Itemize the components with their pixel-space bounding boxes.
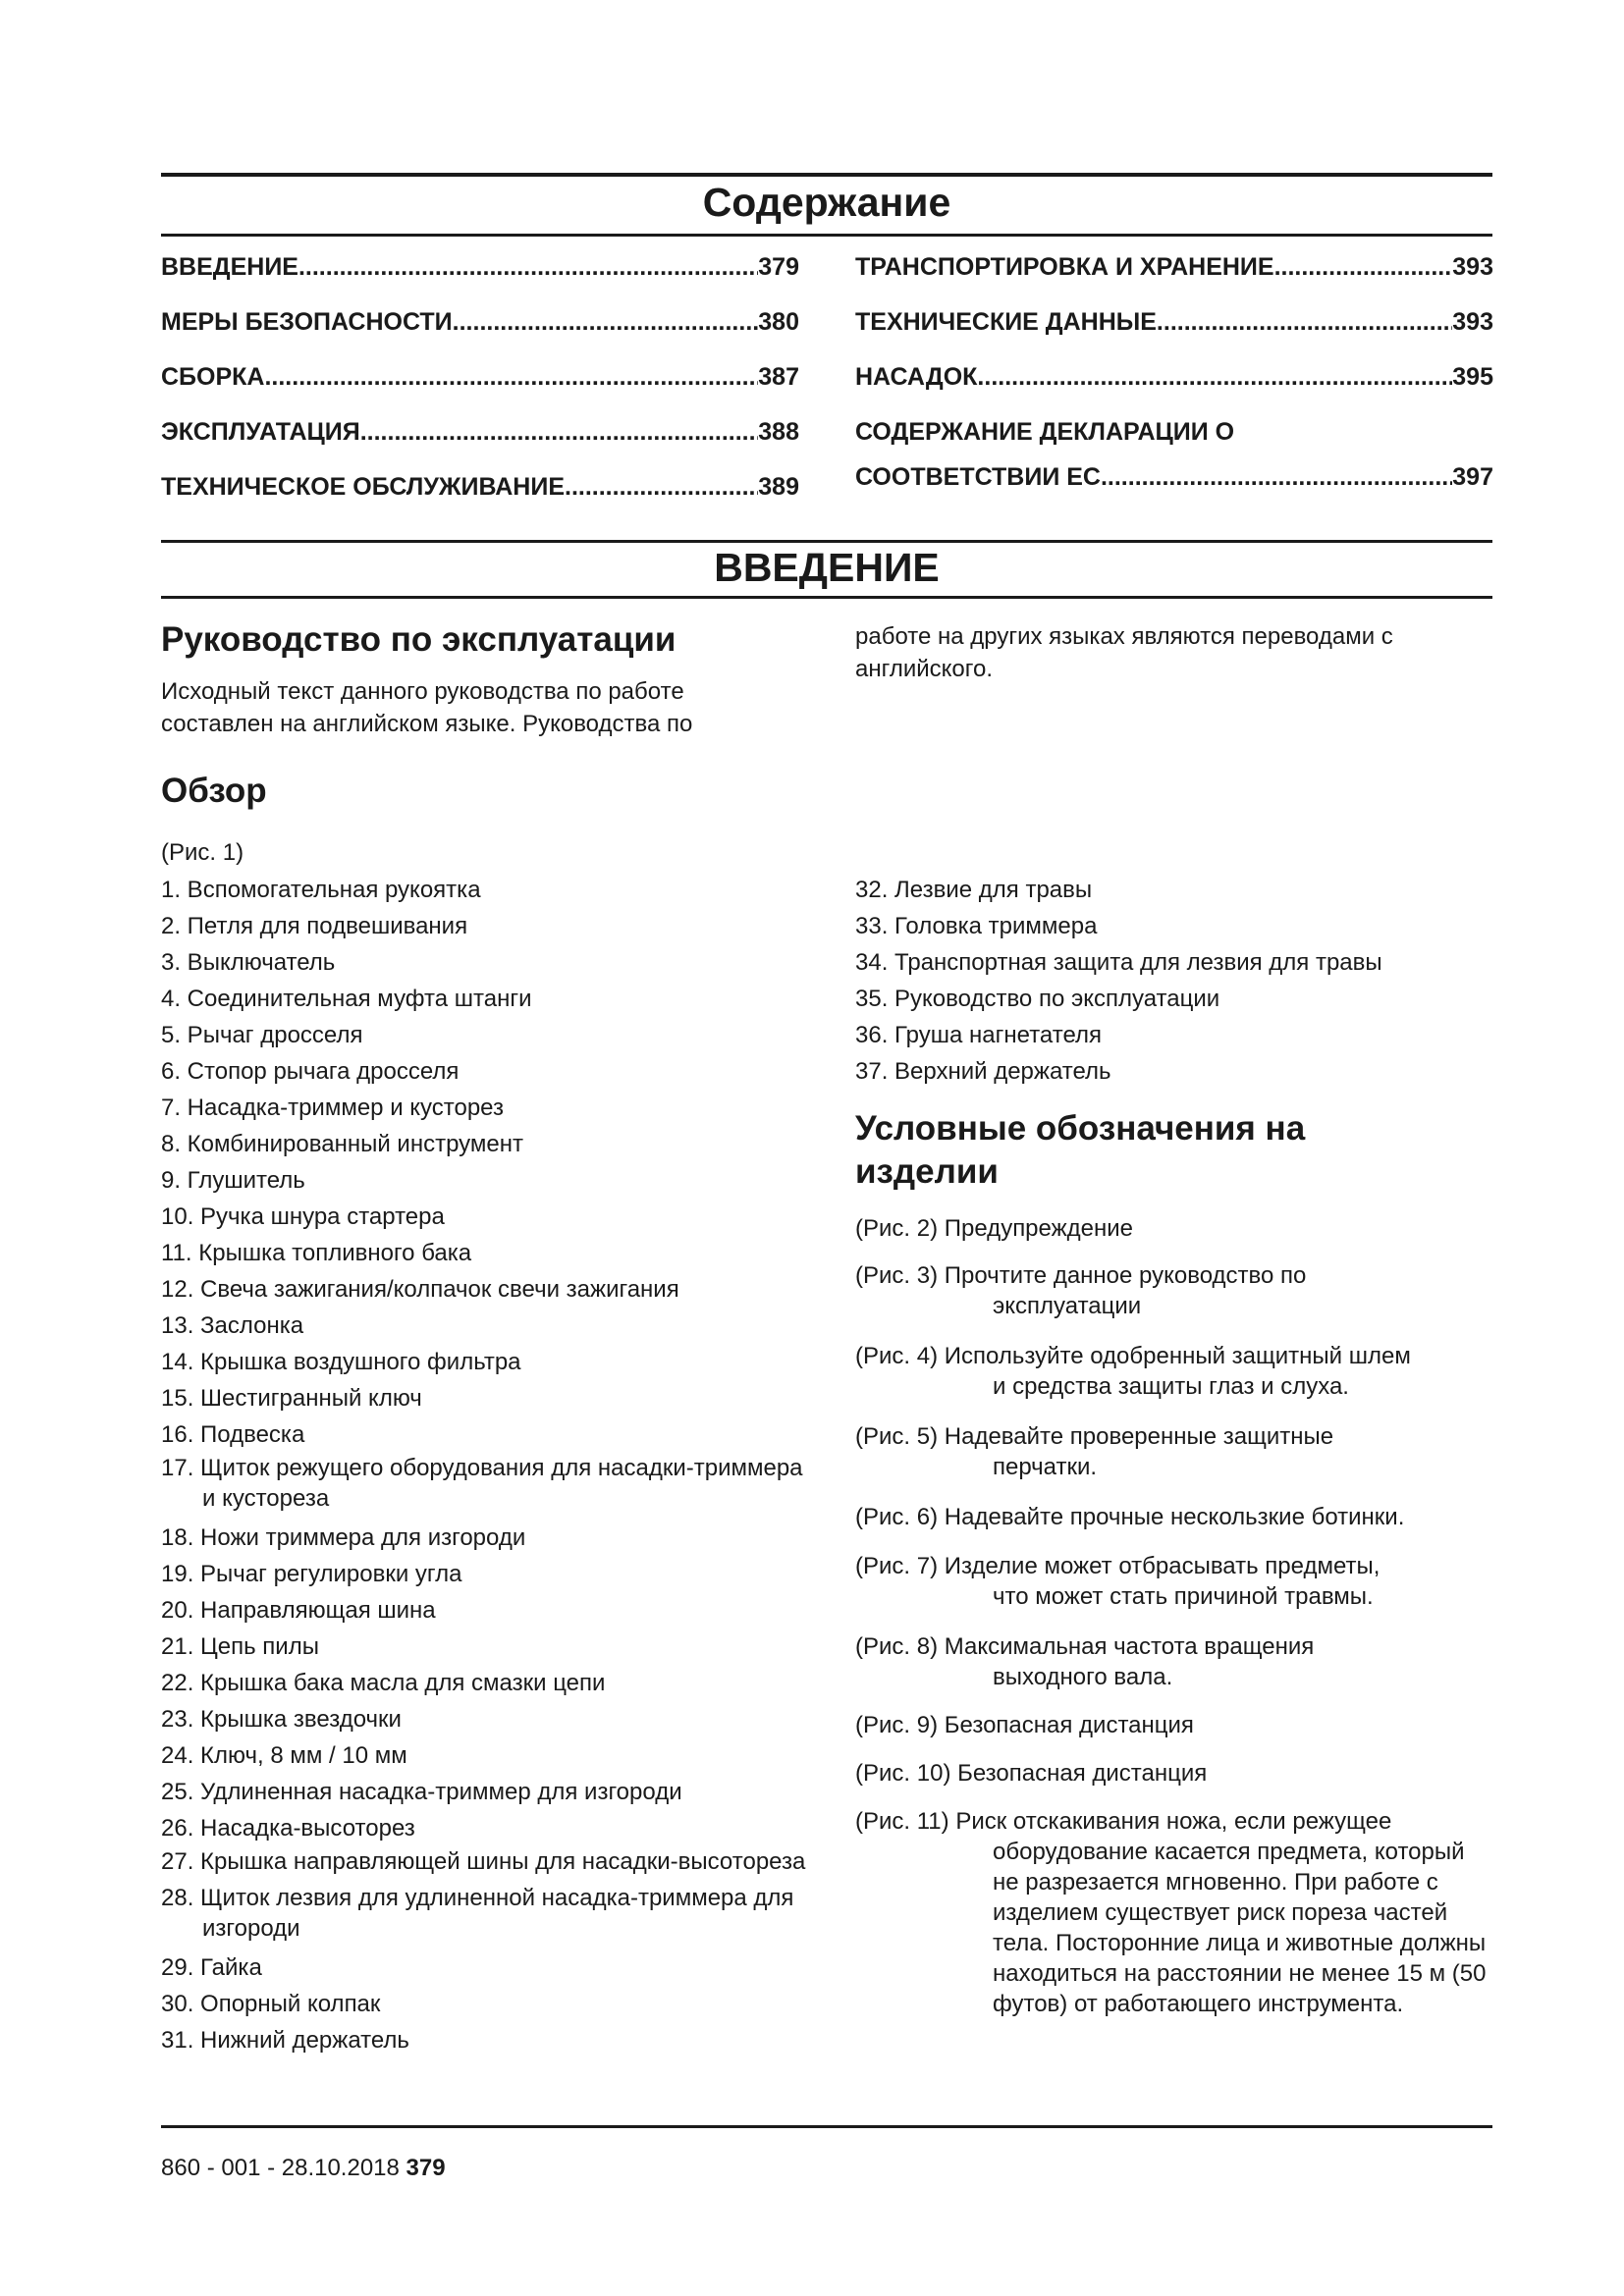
top-rule — [161, 173, 1492, 177]
list-item: 13. Заслонка — [161, 1312, 304, 1339]
list-item: 3. Выключатель — [161, 949, 336, 976]
list-item: 27. Крышка направляющей шины для насадки-высотореза — [161, 1848, 806, 1875]
list-item: 11. Крышка топливного бака — [161, 1240, 472, 1266]
list-item: 24. Ключ, 8 мм / 10 мм — [161, 1742, 407, 1769]
symbol-entry: (Рис. 4) Используйте одобренный защитный шлем и средства защиты глаз и слуха. — [855, 1343, 1411, 1400]
footer-rule — [161, 2125, 1492, 2128]
symbol-entry: (Рис. 2) Предупреждение — [855, 1215, 1134, 1242]
symbols-list — [855, 1213, 1493, 2067]
list-item: 7. Насадка-триммер и кусторез — [161, 1095, 505, 1121]
list-item: 32. Лезвие для травы — [855, 877, 1093, 903]
symbol-entry: (Рис. 10) Безопасная дистанция — [855, 1760, 1208, 1787]
symbol-entry: (Рис. 11) Риск отскакивания ножа, если режущее оборудование касается предмета, который не разрезается мгновенно. При работе с изделием существует риск пореза частей тела. Посторонние лица и животные должны находиться на расстоянии не менее 15 м (50 футов) от работающего инструмента. — [855, 1808, 1487, 2017]
list-item: 26. Насадка-высоторез — [161, 1815, 415, 1842]
list-item: 9. Глушитель — [161, 1167, 305, 1194]
list-item: 8. Комбинированный инструмент — [161, 1131, 523, 1157]
toc-entry[interactable]: ВВЕДЕНИЕ ..... 379 — [161, 253, 799, 282]
toc-entry[interactable]: ЭКСПЛУАТАЦИЯ ..... 388 — [161, 418, 799, 447]
manual-text-right: работе на других языках являются переводами с английского. — [855, 623, 1393, 682]
page-number: 379 — [406, 2155, 446, 2181]
toc-title: Содержание — [702, 180, 951, 225]
manual-text-left: Исходный текст данного руководства по работе составлен на английском языке. Руководства по — [161, 678, 693, 737]
list-item: 15. Шестигранный ключ — [161, 1385, 422, 1412]
toc-entry[interactable]: МЕРЫ БЕЗОПАСНОСТИ ..... 380 — [161, 308, 799, 337]
symbol-entry: (Рис. 6) Надевайте прочные нескользкие ботинки. — [855, 1504, 1405, 1530]
list-item: 35. Руководство по эксплуатации — [855, 986, 1220, 1012]
toc-entry[interactable]: ТЕХНИЧЕСКОЕ ОБСЛУЖИВАНИЕ ..... 389 — [161, 473, 799, 502]
list-item: 10. Ручка шнура стартера — [161, 1203, 445, 1230]
list-item: 21. Цепь пилы — [161, 1633, 319, 1660]
toc-entry[interactable]: ТЕХНИЧЕСКИЕ ДАННЫЕ ..... 393 — [855, 308, 1493, 337]
list-item: 4. Соединительная муфта штанги — [161, 986, 532, 1012]
symbol-entry: (Рис. 8) Максимальная частота вращения выходного вала. — [855, 1633, 1315, 1690]
toc-entry-line1[interactable]: СОДЕРЖАНИЕ ДЕКЛАРАЦИИ О — [855, 418, 1235, 446]
list-item: 2. Петля для подвешивания — [161, 913, 468, 939]
list-item: 1. Вспомогательная рукоятка — [161, 877, 481, 903]
symbol-entry: (Рис. 3) Прочтите данное руководство по эксплуатации — [855, 1262, 1307, 1319]
section-title: ВВЕДЕНИЕ — [714, 545, 940, 590]
list-item: 25. Удлиненная насадка-триммер для изгороди — [161, 1779, 682, 1805]
list-item: 28. Щиток лезвия для удлиненной насадка-триммера для изгороди — [161, 1885, 794, 1942]
list-item: 14. Крышка воздушного фильтра — [161, 1349, 521, 1375]
symbols-heading: Условные обозначения на изделии — [855, 1109, 1306, 1191]
page-footer — [161, 2155, 446, 2182]
manual-heading: Руководство по эксплуатации — [161, 620, 677, 659]
list-item: 6. Стопор рычага дросселя — [161, 1058, 460, 1085]
list-item: 23. Крышка звездочки — [161, 1706, 402, 1733]
toc-left-column — [161, 253, 799, 518]
list-item: 30. Опорный колпак — [161, 1991, 381, 2017]
document-id: 860 - 001 - 28.10.2018 — [161, 2155, 400, 2181]
list-item: 33. Головка триммера — [855, 913, 1098, 939]
toc-title-rule — [161, 234, 1492, 237]
list-item: 16. Подвеска — [161, 1421, 305, 1448]
list-item: 12. Свеча зажигания/колпачок свечи зажигания — [161, 1276, 679, 1303]
toc-entry[interactable]: ТРАНСПОРТИРОВКА И ХРАНЕНИЕ ..... 393 — [855, 253, 1493, 282]
section-title-rule — [161, 596, 1492, 599]
list-item: 37. Верхний держатель — [855, 1058, 1111, 1085]
list-item: 22. Крышка бака масла для смазки цепи — [161, 1670, 606, 1696]
figure-reference: (Рис. 1) — [161, 839, 244, 866]
overview-heading: Обзор — [161, 772, 267, 810]
toc-entry[interactable]: НАСАДОК ..... 395 — [855, 363, 1493, 392]
list-item: 18. Ножи триммера для изгороди — [161, 1524, 526, 1551]
list-item: 31. Нижний держатель — [161, 2027, 409, 2054]
list-item: 17. Щиток режущего оборудования для насадки-триммера и кустореза — [161, 1455, 803, 1512]
toc-entry[interactable]: СООТВЕТСТВИИ ЕС ..... 397 — [855, 463, 1493, 492]
parts-list-right — [855, 872, 1493, 1090]
toc-entry[interactable]: СБОРКА ..... 387 — [161, 363, 799, 392]
toc-right-column — [855, 253, 1493, 518]
list-item: 20. Направляющая шина — [161, 1597, 436, 1624]
section-top-rule — [161, 540, 1492, 543]
parts-list-left — [161, 872, 809, 2058]
symbol-entry: (Рис. 9) Безопасная дистанция — [855, 1712, 1194, 1738]
list-item: 34. Транспортная защита для лезвия для травы — [855, 949, 1382, 976]
list-item: 29. Гайка — [161, 1954, 262, 1981]
list-item: 5. Рычаг дросселя — [161, 1022, 363, 1048]
symbol-entry: (Рис. 5) Надевайте проверенные защитные перчатки. — [855, 1423, 1334, 1480]
symbol-entry: (Рис. 7) Изделие может отбрасывать предметы, что может стать причиной травмы. — [855, 1553, 1380, 1610]
list-item: 19. Рычаг регулировки угла — [161, 1561, 462, 1587]
list-item: 36. Груша нагнетателя — [855, 1022, 1103, 1048]
